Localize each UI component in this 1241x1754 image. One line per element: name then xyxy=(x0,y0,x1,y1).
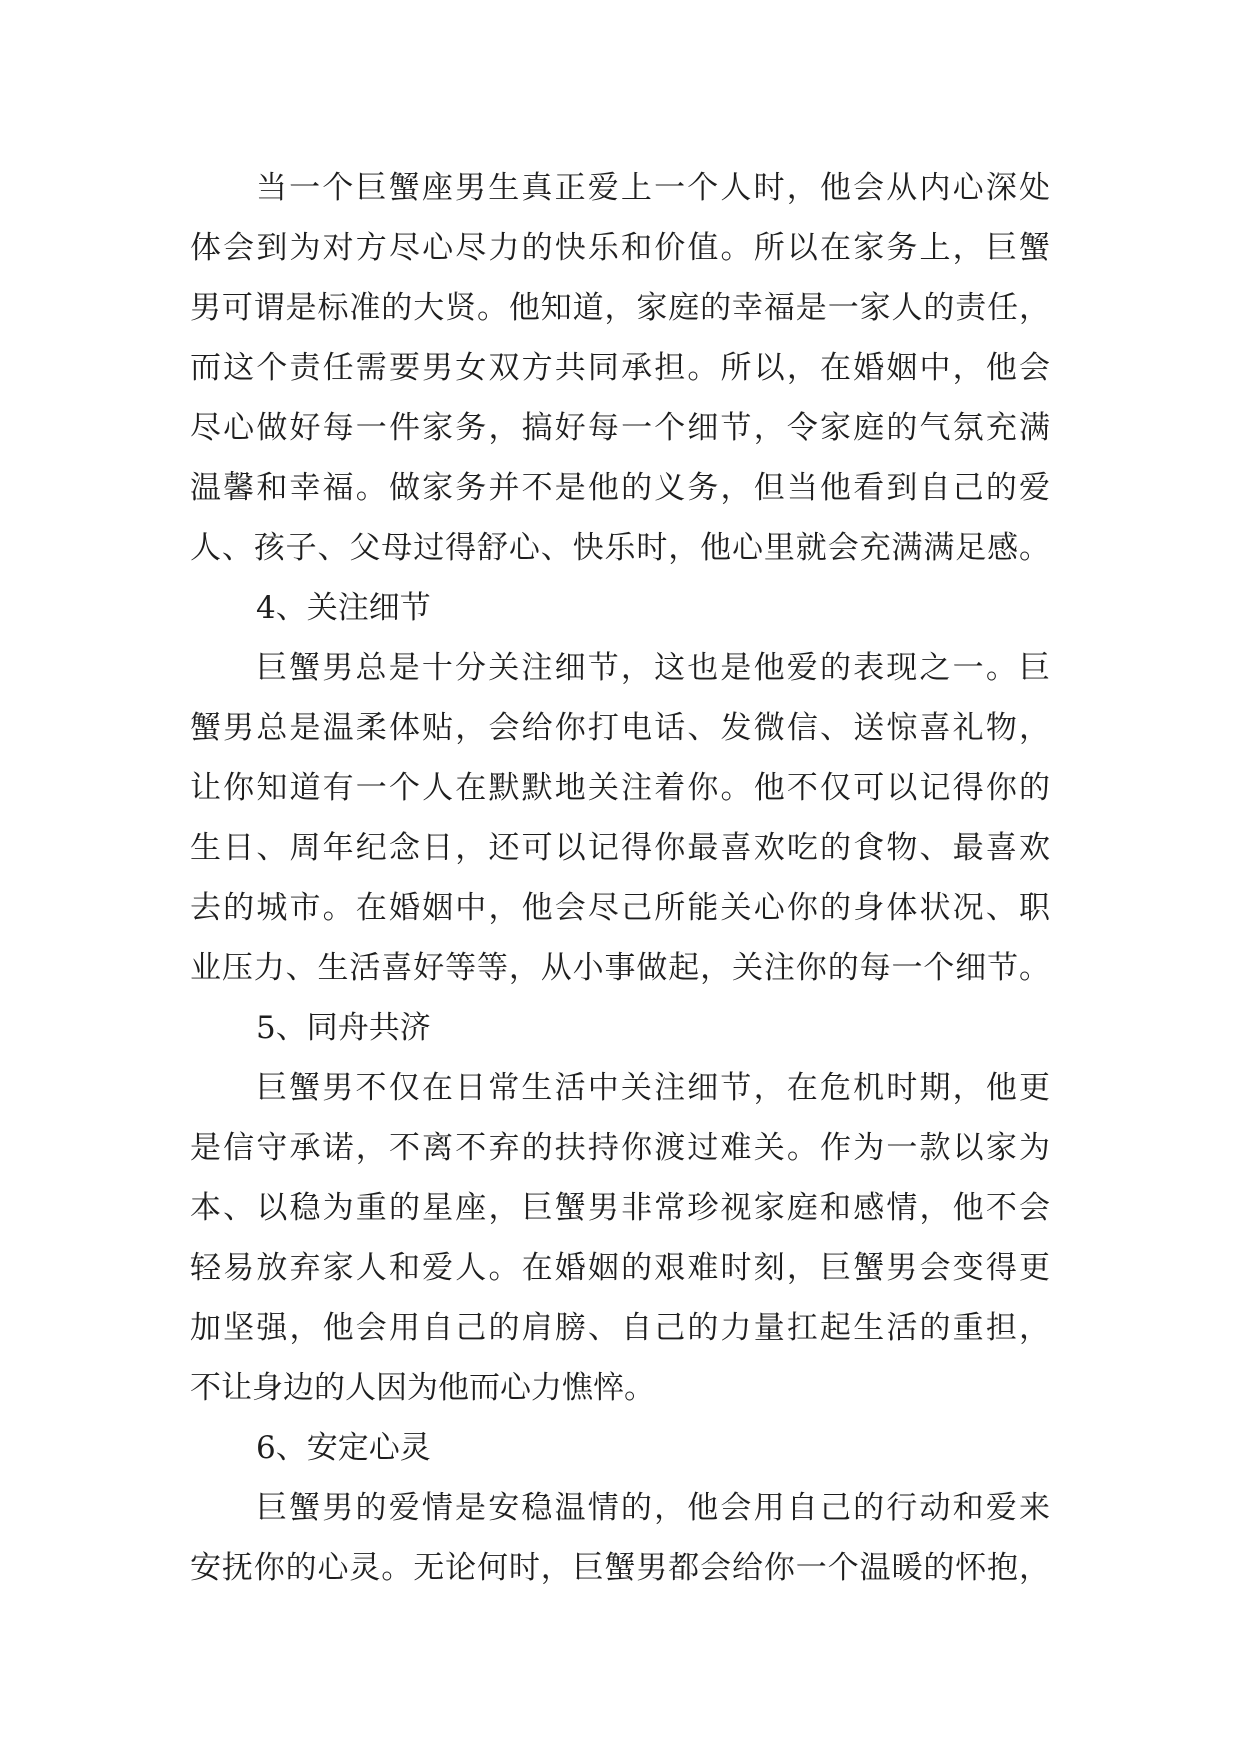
paragraph-line: 本、以稳为重的星座，巨蟹男非常珍视家庭和感情，他不会 xyxy=(190,1190,1050,1226)
paragraph-line: 不让身边的人因为他而心力憔悴。 xyxy=(190,1370,655,1406)
paragraph-line: 男可谓是标准的大贤。他知道，家庭的幸福是一家人的责任， xyxy=(190,290,1050,326)
paragraph xyxy=(190,638,1050,998)
paragraph-line: 巨蟹男不仅在日常生活中关注细节，在危机时期，他更 xyxy=(256,1070,1050,1106)
section-heading: 6、安定心灵 xyxy=(256,1430,431,1466)
paragraph-line: 蟹男总是温柔体贴，会给你打电话、发微信、送惊喜礼物， xyxy=(190,710,1050,746)
paragraph-line: 当一个巨蟹座男生真正爱上一个人时，他会从内心深处 xyxy=(256,170,1050,206)
paragraph-line: 去的城市。在婚姻中，他会尽己所能关心你的身体状况、职 xyxy=(190,890,1050,926)
paragraph-line: 业压力、生活喜好等等，从小事做起，关注你的每一个细节。 xyxy=(190,950,1050,986)
paragraph-line: 加坚强，他会用自己的肩膀、自己的力量扛起生活的重担， xyxy=(190,1310,1050,1346)
paragraph-line: 轻易放弃家人和爱人。在婚姻的艰难时刻，巨蟹男会变得更 xyxy=(190,1250,1050,1286)
paragraph-line: 尽心做好每一件家务，搞好每一个细节，令家庭的气氛充满 xyxy=(190,410,1050,446)
paragraph xyxy=(190,1058,1050,1418)
paragraph-line: 温馨和幸福。做家务并不是他的义务，但当他看到自己的爱 xyxy=(190,470,1050,506)
paragraph xyxy=(190,1478,1050,1598)
paragraph-line: 体会到为对方尽心尽力的快乐和价值。所以在家务上，巨蟹 xyxy=(190,230,1050,266)
paragraph-line: 巨蟹男总是十分关注细节，这也是他爱的表现之一。巨 xyxy=(256,650,1050,686)
paragraph-line: 是信守承诺，不离不弃的扶持你渡过难关。作为一款以家为 xyxy=(190,1130,1050,1166)
paragraph-line: 而这个责任需要男女双方共同承担。所以，在婚姻中，他会 xyxy=(190,350,1050,386)
paragraph-line: 安抚你的心灵。无论何时，巨蟹男都会给你一个温暖的怀抱， xyxy=(190,1550,1050,1586)
section-heading: 4、关注细节 xyxy=(256,590,431,626)
paragraph xyxy=(190,158,1050,578)
paragraph-line: 巨蟹男的爱情是安稳温情的，他会用自己的行动和爱来 xyxy=(256,1490,1050,1526)
section-heading: 5、同舟共济 xyxy=(256,1010,431,1046)
document-body xyxy=(190,158,1050,1598)
paragraph-line: 人、孩子、父母过得舒心、快乐时，他心里就会充满满足感。 xyxy=(190,530,1050,566)
paragraph-line: 生日、周年纪念日，还可以记得你最喜欢吃的食物、最喜欢 xyxy=(190,830,1050,866)
paragraph-line: 让你知道有一个人在默默地关注着你。他不仅可以记得你的 xyxy=(190,770,1050,806)
